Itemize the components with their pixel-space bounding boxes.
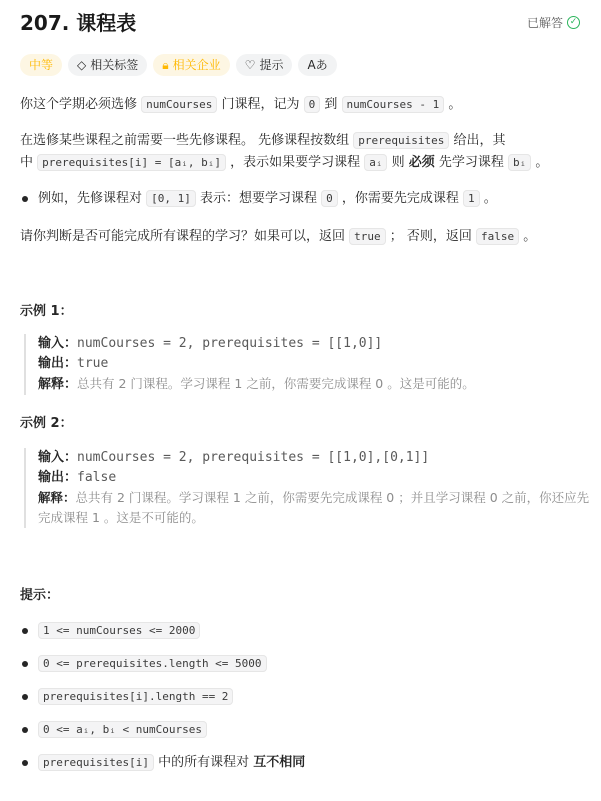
value: 总共有 2 门课程。学习课程 1 之前，你需要完成课程 0 。这是可能的。 <box>77 376 475 391</box>
text: 则 <box>387 155 409 170</box>
bullet-dot <box>22 727 28 733</box>
value: numCourses = 2, prerequisites = [[1,0]] <box>77 336 383 351</box>
inline-code: 1 <box>463 190 480 207</box>
text: 到 <box>320 97 342 112</box>
bullet-dot <box>22 628 28 634</box>
text: 中的所有课程对 <box>153 755 254 770</box>
description-paragraph-2-line-2 <box>20 152 585 174</box>
text: 表示：想要学习课程 <box>195 191 322 206</box>
text: 给出，其 <box>449 133 506 148</box>
solved-status <box>527 14 580 31</box>
inline-code: numCourses - 1 <box>342 96 445 113</box>
inline-code: prerequisites[i] <box>38 754 154 771</box>
example-2-explanation <box>38 488 598 528</box>
label: 输入： <box>38 450 78 465</box>
lock-icon: 🔒︎ <box>162 58 169 72</box>
text: 先学习课程 <box>434 155 509 170</box>
bullet-dot <box>22 661 28 667</box>
constraint-item <box>38 752 583 774</box>
text: 。 <box>519 229 537 244</box>
text: 。 <box>531 155 549 170</box>
label: 输出： <box>38 470 78 485</box>
constraint-item <box>38 719 583 741</box>
example-1-input <box>38 334 598 354</box>
hint-button[interactable] <box>236 54 293 76</box>
bullet-dot <box>22 694 28 700</box>
bullet-dot <box>22 196 28 202</box>
example-2-block <box>24 448 598 528</box>
description-paragraph-1 <box>20 94 585 116</box>
related-tags-button[interactable] <box>68 54 147 76</box>
hint-label: 提示 <box>259 58 284 72</box>
value: true <box>77 356 109 371</box>
text: 请你判断是否可能完成所有课程的学习？如果可以，返回 <box>20 229 350 244</box>
text: 中 <box>20 155 38 170</box>
inline-code: 0 <box>304 96 321 113</box>
constraint-item <box>38 686 583 708</box>
related-companies-label: 相关企业 <box>172 58 221 72</box>
text: 在选修某些课程之前需要一些先修课程。 先修课程按数组 <box>20 133 354 148</box>
inline-code: 1 <= numCourses <= 2000 <box>38 622 200 639</box>
example-2-input <box>38 448 598 468</box>
constraint-item <box>38 653 583 675</box>
constraint-item <box>38 620 583 642</box>
inline-code: bᵢ <box>508 154 531 171</box>
text: 门课程，记为 <box>217 97 304 112</box>
description-paragraph-2-line-1 <box>20 130 585 152</box>
inline-code: prerequisites[i] = [aᵢ, bᵢ] <box>37 154 226 171</box>
value: 总共有 2 门课程。学习课程 1 之前，你需要先完成课程 0 ；并且学习课程 0 之前，你还应先完成课程 1 。这是不可能的。 <box>38 490 590 525</box>
inline-code: prerequisites[i].length == 2 <box>38 688 233 705</box>
inline-code: 0 <= aᵢ, bᵢ < numCourses <box>38 721 207 738</box>
text: 你这个学期必须选修 <box>20 97 142 112</box>
label: 输出： <box>38 356 78 371</box>
problem-title[interactable]: 207. 课程表 <box>20 11 137 35</box>
inline-code: prerequisites <box>353 132 449 149</box>
text: 例如，先修课程对 <box>38 191 147 206</box>
inline-code: aᵢ <box>364 154 387 171</box>
label: 输入： <box>38 336 78 351</box>
translate-icon: Aあ <box>307 58 328 72</box>
title-row <box>20 8 580 38</box>
font-translate-button[interactable] <box>298 54 336 76</box>
example-2-heading: 示例 2： <box>20 416 73 431</box>
value: false <box>77 470 117 485</box>
example-1-heading: 示例 1： <box>20 304 73 319</box>
text: ，你需要先完成课程 <box>337 191 464 206</box>
label: 解释： <box>38 377 78 392</box>
text: ； 否则，返回 <box>385 229 477 244</box>
check-circle-icon: ✓ <box>567 16 580 29</box>
text: ，表示如果要学习课程 <box>225 155 365 170</box>
inline-code: 0 <= prerequisites.length <= 5000 <box>38 655 267 672</box>
lightbulb-icon: ♡ <box>244 58 256 72</box>
inline-code: 0 <box>321 190 338 207</box>
tag-icon: ◇ <box>77 58 87 72</box>
example-1-output <box>38 354 598 374</box>
tag-bar <box>20 54 337 76</box>
inline-code: numCourses <box>141 96 217 113</box>
emphasis: 必须 <box>408 155 435 170</box>
label: 解释： <box>38 490 76 505</box>
related-tags-label: 相关标签 <box>90 58 139 72</box>
example-1-block <box>24 334 598 395</box>
text: 。 <box>444 97 462 112</box>
inline-code: [0, 1] <box>146 190 196 207</box>
emphasis: 互不相同 <box>253 755 306 770</box>
constraints-heading: 提示： <box>20 588 60 603</box>
text: 。 <box>479 191 497 206</box>
description-paragraph-3 <box>20 226 585 248</box>
example-2-output <box>38 468 598 488</box>
bullet-dot <box>22 760 28 766</box>
difficulty-badge: 中等 <box>20 54 62 76</box>
inline-code: false <box>476 228 519 245</box>
value: numCourses = 2, prerequisites = [[1,0],[0,1]] <box>77 450 430 465</box>
inline-code: true <box>349 228 386 245</box>
related-companies-button[interactable] <box>153 54 229 76</box>
solved-label: 已解答 <box>526 16 563 30</box>
example-1-explanation <box>38 374 598 395</box>
description-bullet-1 <box>38 188 583 210</box>
